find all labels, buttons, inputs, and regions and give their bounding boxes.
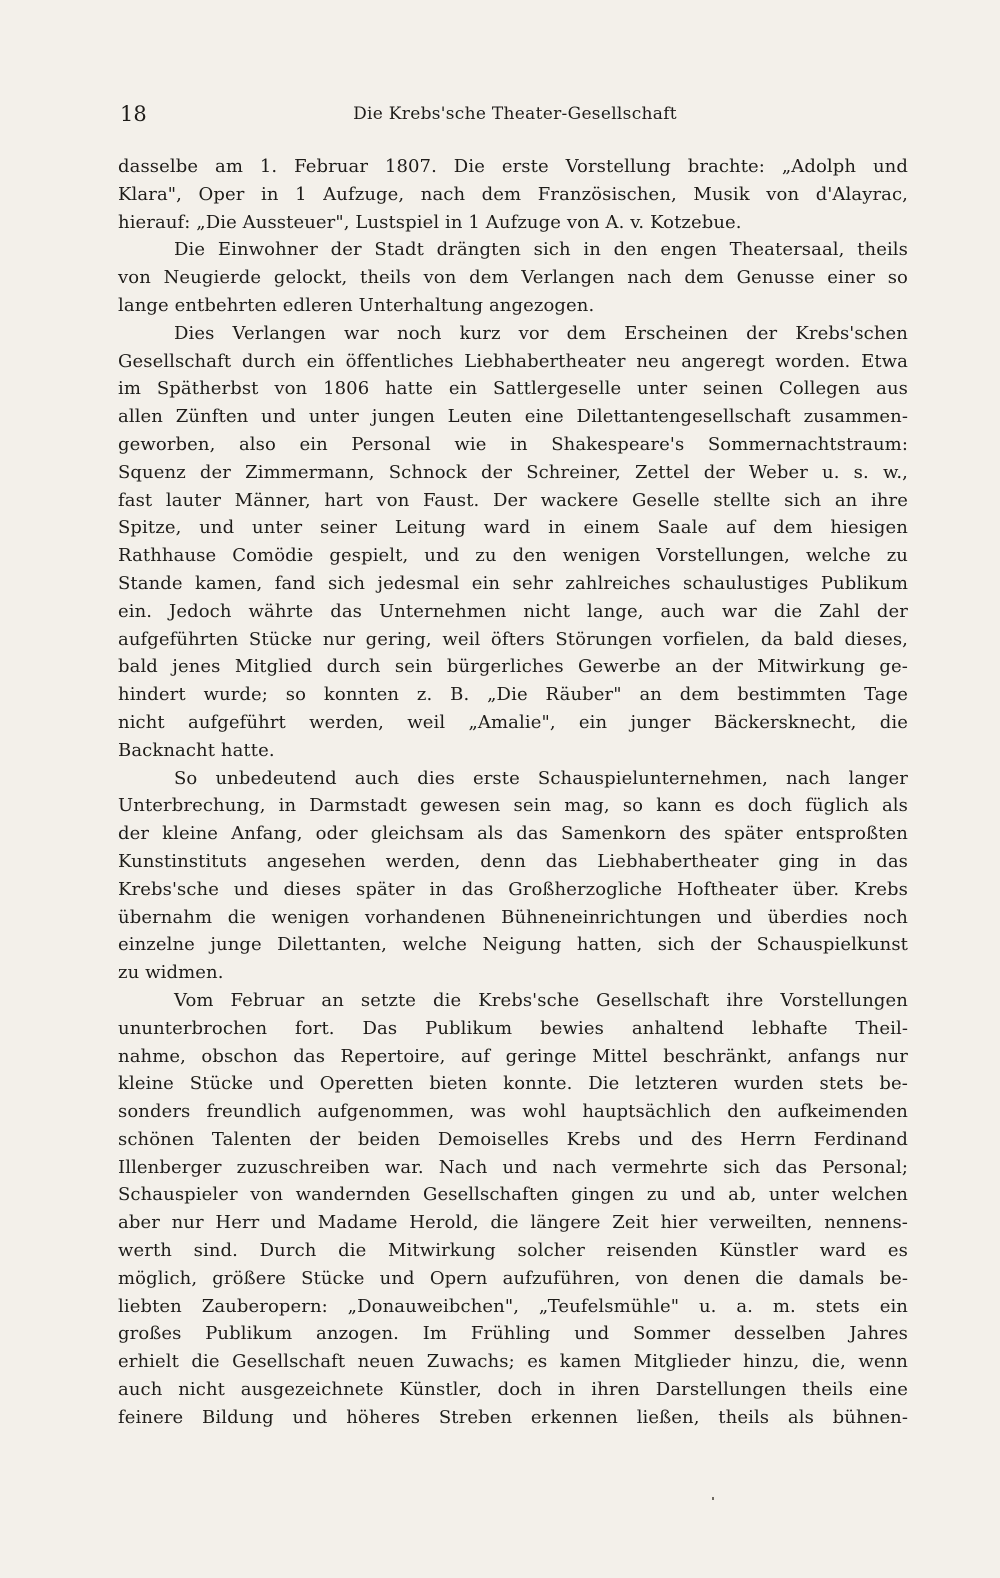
text-line: Kunstinstituts angesehen werden, denn das Liebhabertheater ging in das [118, 850, 908, 872]
running-title: Die Krebs'sche Theater-Gesellschaft [353, 104, 677, 124]
text-line: hindert wurde; so konnten z. B. „Die Räuber" an dem bestimmten Tage [118, 684, 908, 706]
page-header [120, 102, 910, 132]
text-line: zu widmen. [118, 962, 224, 984]
text-line: aber nur Herr und Madame Herold, die längere Zeit hier verweilten, nennens- [118, 1212, 908, 1234]
text-line: übernahm die wenigen vorhandenen Bühneneinrichtungen und überdies noch [118, 906, 908, 928]
text-line: Unterbrechung, in Darmstadt gewesen sein mag, so kann es doch füglich als [118, 795, 908, 817]
text-line: geworben, also ein Personal wie in Shakespeare's Sommernachtstraum: [118, 433, 908, 455]
text-line: Die Einwohner der Stadt drängten sich in den engen Theatersaal, theils [174, 239, 908, 261]
text-line: dasselbe am 1. Februar 1807. Die erste Vorstellung brachte: „Adolph und [118, 156, 908, 177]
text-line: nahme, obschon das Repertoire, auf geringe Mittel beschränkt, anfangs nur [118, 1045, 908, 1067]
text-line: lange entbehrten edleren Unterhaltung angezogen. [118, 294, 595, 316]
text-line: Gesellschaft durch ein öffentliches Liebhabertheater neu angeregt worden. Etwa [118, 350, 908, 372]
text-line: hierauf: „Die Aussteuer", Lustspiel in 1 Aufzuge von A. v. Kotzebue. [118, 211, 742, 233]
text-line: Spitze, und unter seiner Leitung ward in einem Saale auf dem hiesigen [118, 517, 908, 539]
text-line: Illenberger zuzuschreiben war. Nach und nach vermehrte sich das Personal; [118, 1156, 908, 1178]
text-line: fast lauter Männer, hart von Faust. Der wackere Geselle stellte sich an ihre [118, 489, 908, 511]
text-line: ein. Jedoch währte das Unternehmen nicht lange, auch war die Zahl der [118, 600, 908, 622]
text-line: kleine Stücke und Operetten bieten konnte. Die letzteren wurden stets be- [118, 1073, 908, 1095]
text-line: werth sind. Durch die Mitwirkung solcher reisenden Künstler ward es [118, 1240, 908, 1262]
body-text [118, 153, 908, 1432]
text-line: Klara", Oper in 1 Aufzuge, nach dem Französischen, Musik von d'Alayrac, [118, 183, 908, 205]
text-line: bald jenes Mitglied durch sein bürgerliches Gewerbe an der Mitwirkung ge- [118, 656, 908, 678]
text-line: der kleine Anfang, oder gleichsam als das Samenkorn des später entsproßten [118, 823, 908, 845]
text-line: Schauspieler von wandernden Gesellschaften gingen zu und ab, unter welchen [118, 1184, 908, 1206]
text-line: möglich, größere Stücke und Opern aufzuführen, von denen die damals be- [118, 1267, 908, 1289]
text-line: nicht aufgeführt werden, weil „Amalie", ein junger Bäckersknecht, die [118, 711, 908, 733]
page-number: 18 [120, 102, 147, 126]
text-line: Backnacht hatte. [118, 739, 275, 761]
text-line: Rathhause Comödie gespielt, und zu den wenigen Vorstellungen, welche zu [118, 545, 908, 567]
text-line: auch nicht ausgezeichnete Künstler, doch in ihren Darstellungen theils eine [118, 1379, 908, 1401]
text-line: Stande kamen, fand sich jedesmal ein sehr zahlreiches schaulustiges Publikum [118, 572, 908, 594]
text-line: ununterbrochen fort. Das Publikum bewies anhaltend lebhafte Theil- [118, 1017, 908, 1039]
text-line: Dies Verlangen war noch kurz vor dem Erscheinen der Krebs'schen [174, 322, 908, 344]
text-line: So unbedeutend auch dies erste Schauspielunternehmen, nach langer [174, 767, 908, 789]
ink-speck [712, 1497, 714, 1500]
text-line: Krebs'sche und dieses später in das Großherzogliche Hoftheater über. Krebs [118, 878, 908, 900]
text-line: liebten Zauberopern: „Donauweibchen", „Teufelsmühle" u. a. m. stets ein [118, 1295, 908, 1317]
text-line: Squenz der Zimmermann, Schnock der Schreiner, Zettel der Weber u. s. w., [118, 461, 908, 483]
text-line: im Spätherbst von 1806 hatte ein Sattlergeselle unter seinen Collegen aus [118, 378, 908, 400]
text-line: erhielt die Gesellschaft neuen Zuwachs; es kamen Mitglieder hinzu, die, wenn [118, 1351, 908, 1373]
text-line: allen Zünften und unter jungen Leuten eine Dilettantengesellschaft zusammen- [118, 406, 908, 428]
text-line: schönen Talenten der beiden Demoiselles Krebs und des Herrn Ferdinand [118, 1128, 908, 1150]
text-line: sonders freundlich aufgenommen, was wohl hauptsächlich den aufkeimenden [118, 1101, 908, 1123]
text-line: Vom Februar an setzte die Krebs'sche Gesellschaft ihre Vorstellungen [174, 989, 908, 1011]
text-line: großes Publikum anzogen. Im Frühling und Sommer desselben Jahres [118, 1323, 908, 1345]
text-line: von Neugierde gelockt, theils von dem Verlangen nach dem Genusse einer so [118, 267, 908, 289]
text-line: aufgeführten Stücke nur gering, weil öfters Störungen vorfielen, da bald dieses, [118, 628, 908, 650]
text-line: einzelne junge Dilettanten, welche Neigung hatten, sich der Schauspielkunst [118, 934, 908, 956]
text-line: feinere Bildung und höheres Streben erkennen ließen, theils als bühnen- [118, 1406, 908, 1428]
